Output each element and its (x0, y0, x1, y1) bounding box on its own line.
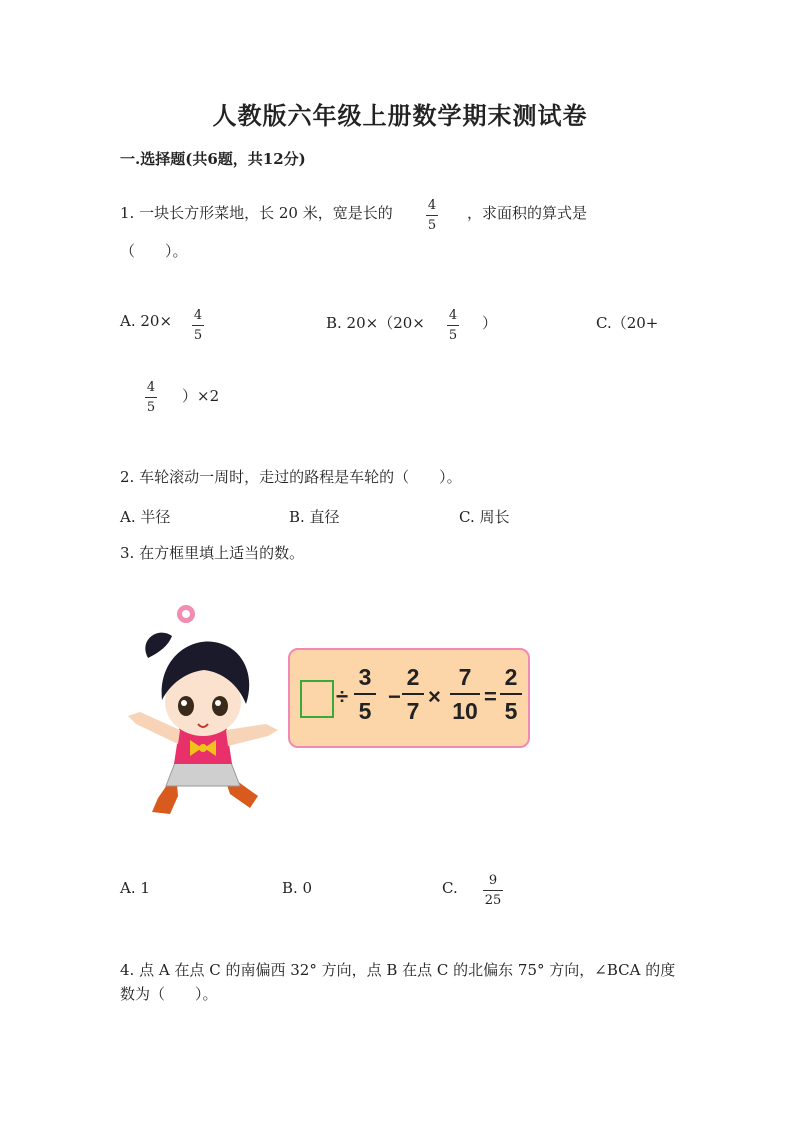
fraction-numerator: 4 (427, 198, 437, 213)
q1-stem-part3: （ ）。 (120, 242, 188, 260)
fraction-numerator: 2 (406, 664, 420, 690)
q3-option-c[interactable]: C. (442, 879, 458, 897)
fraction-denominator: 5 (146, 400, 156, 415)
fraction-denominator: 25 (484, 893, 502, 908)
fraction-numerator: 2 (504, 664, 518, 690)
q2-option-a[interactable]: A. 半径 (120, 508, 171, 526)
q2-option-c[interactable]: C. 周长 (459, 508, 510, 526)
fraction-denominator: 7 (406, 698, 420, 724)
equation-box (288, 648, 530, 748)
divide-sign: ÷ (336, 684, 349, 709)
q1-stem-part2: ，求面积的算式是 (467, 204, 588, 222)
q1-option-c[interactable]: C.（20+ (596, 314, 659, 332)
times-sign: × (428, 684, 441, 709)
q2-stem: 2. 车轮滚动一周时，走过的路程是车轮的（ ）。 (120, 468, 462, 486)
fraction-numerator: 3 (358, 664, 372, 690)
minus-sign: − (388, 684, 401, 709)
q1-option-b[interactable]: B. 20×（20× (326, 314, 425, 332)
fraction-numerator: 9 (488, 873, 498, 888)
equation-fraction-1 (354, 664, 376, 724)
q1-option-a[interactable]: A. 20× (120, 312, 173, 330)
q4-stem-line2: 数为（ ）。 (120, 985, 218, 1003)
equation-fraction-4 (500, 664, 522, 724)
fraction-denominator: 5 (358, 698, 372, 724)
fraction-numerator: 7 (458, 664, 472, 690)
q1-fraction (426, 198, 438, 233)
q3-option-a[interactable]: A. 1 (120, 879, 150, 897)
q1-stem-part1: 1. 一块长方形菜地，长 20 米，宽是长的 (120, 204, 393, 222)
fraction-denominator: 5 (504, 698, 518, 724)
q3-stem: 3. 在方框里填上适当的数。 (120, 544, 305, 562)
q1-option-b-fraction (447, 308, 459, 343)
page-title: 人教版六年级上册数学期末测试卷 (212, 101, 588, 130)
fraction-denominator: 5 (427, 218, 437, 233)
q2-option-b[interactable]: B. 直径 (289, 508, 340, 526)
q1-option-b-close: ） (482, 314, 498, 332)
answer-square[interactable] (300, 680, 334, 718)
fraction-denominator: 5 (193, 328, 203, 343)
fraction-denominator: 5 (448, 328, 458, 343)
fraction-denominator: 10 (452, 698, 478, 724)
fraction-numerator: 4 (448, 308, 458, 323)
q1-option-a-fraction (192, 308, 204, 343)
q1-option-c-fraction (145, 380, 157, 415)
equals-sign: = (484, 684, 497, 709)
fraction-numerator: 4 (193, 308, 203, 323)
equation-fraction-3 (450, 664, 480, 724)
fraction-numerator: 4 (146, 380, 156, 395)
cartoon-girl-illustration (118, 600, 288, 822)
equation-fraction-2 (402, 664, 424, 724)
q4-stem-line1: 4. 点 A 在点 C 的南偏西 32° 方向，点 B 在点 C 的北偏东 75° 方向，∠BCA 的度 (120, 961, 676, 979)
section-heading: 一.选择题(共6题，共12分) (120, 150, 306, 168)
q3-option-c-fraction (483, 873, 503, 908)
q3-option-b[interactable]: B. 0 (282, 879, 313, 897)
q1-option-c-close: ）×2 (182, 387, 220, 405)
